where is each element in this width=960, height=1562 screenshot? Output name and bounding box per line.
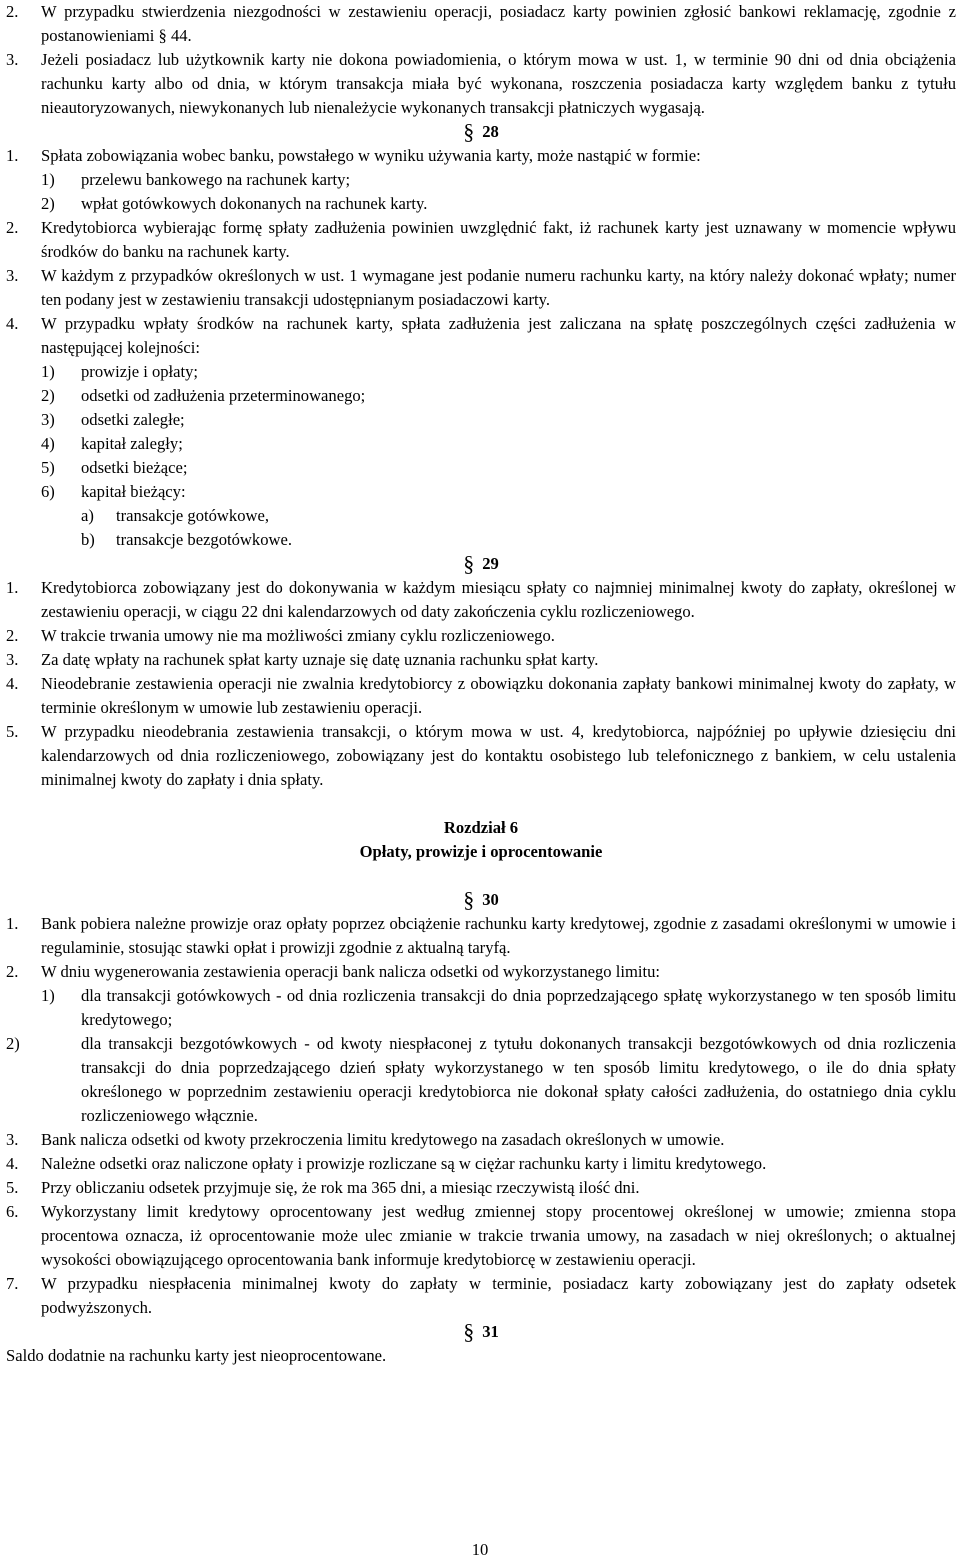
- item-text: Za datę wpłaty na rachunek spłat karty uznaje się datę uznania rachunku spłat karty.: [41, 650, 599, 669]
- item-number: 7.: [6, 1274, 19, 1293]
- paragraph-text: Saldo dodatnie na rachunku karty jest nieoprocentowane.: [6, 1346, 387, 1365]
- sub-item: [6, 384, 956, 408]
- list-item: [6, 1176, 956, 1200]
- sub-item-number: 2): [41, 386, 55, 405]
- item-text: W każdym z przypadków określonych w ust. 1 wymagane jest podanie numeru rachunku karty, na który należy dokonać wpłaty; numer ten podany jest w zestawieniu transakcji udostępnianym posiadaczowi karty.: [41, 266, 956, 309]
- list-item: [6, 672, 956, 720]
- item-text: Jeżeli posiadacz lub użytkownik karty nie dokona powiadomienia, o którym mowa w ust. 1, w terminie 90 dni od dnia obciążenia rachunku karty albo od dnia, w którym transakcja miała być wykonana, roszczenia posiadacza karty względem banku z tytułu nieautoryzowanych, niewykonanych lub nienależycie wykonanych transakcji płatniczych wygasają.: [41, 50, 956, 117]
- item-number: 3.: [6, 266, 19, 285]
- list-item: [6, 576, 956, 624]
- sub-item-text: odsetki od zadłużenia przeterminowanego;: [81, 386, 366, 405]
- item-text: Bank nalicza odsetki od kwoty przekroczenia limitu kredytowego na zasadach określonych w umowie.: [41, 1130, 725, 1149]
- sub-sub-item: [6, 528, 956, 552]
- sub-item-number: 4): [41, 434, 55, 453]
- sub-item-text: kapitał zaległy;: [81, 434, 183, 453]
- sub-item-text: przelewu bankowego na rachunek karty;: [81, 170, 351, 189]
- item-text: Nieodebranie zestawienia operacji nie zwalnia kredytobiorcy z obowiązku dokonania zapłaty bankowi minimalnej kwoty do zapłaty, w terminie określonym w umowie lub zestawieniu operacji.: [41, 674, 956, 717]
- sub-item-number: 5): [41, 458, 55, 477]
- section-number: 28: [482, 122, 499, 141]
- list-item: [6, 264, 956, 312]
- section-heading-29: [6, 552, 956, 576]
- item-text: W dniu wygenerowania zestawienia operacji bank nalicza odsetki od wykorzystanego limitu:: [41, 962, 660, 981]
- sub-item: [6, 408, 956, 432]
- item-text: Spłata zobowiązania wobec banku, powstałego w wyniku używania karty, może nastąpić w formie:: [41, 146, 701, 165]
- chapter-subtitle: Opłaty, prowizje i oprocentowanie: [359, 842, 603, 861]
- sub-item-text: dla transakcji gotówkowych - od dnia rozliczenia transakcji do dnia poprzedzającego spłatę wykorzystanego w ten sposób limitu kredytowego;: [81, 986, 956, 1029]
- section-sign: §: [463, 1319, 475, 1344]
- page-number: 10: [471, 1540, 489, 1559]
- item-number: 3.: [6, 1130, 19, 1149]
- sub-item-text: kapitał bieżący:: [81, 482, 186, 501]
- sub-sub-item-text: transakcje bezgotówkowe.: [116, 530, 293, 549]
- sub-item: [6, 1032, 956, 1128]
- section-sign: §: [463, 551, 475, 576]
- item-number: 1.: [6, 146, 19, 165]
- list-item: [6, 144, 956, 168]
- item-text: Kredytobiorca wybierając formę spłaty zadłużenia powinien uwzględnić fakt, iż rachunek karty jest uznawany w momencie wpływu środków do banku na rachunek karty.: [41, 218, 956, 261]
- item-number: 4.: [6, 674, 19, 693]
- item-text: Przy obliczaniu odsetek przyjmuje się, że rok ma 365 dni, a miesiąc rzeczywistą ilość dni.: [41, 1178, 640, 1197]
- sub-item-number: 1): [41, 170, 55, 189]
- item-number: 5.: [6, 1178, 19, 1197]
- item-number: 1.: [6, 914, 19, 933]
- list-item: [6, 312, 956, 360]
- sub-item-number: 2): [41, 194, 55, 213]
- sub-item-number: 6): [41, 482, 55, 501]
- section-number: 30: [482, 890, 499, 909]
- section-sign: §: [463, 887, 475, 912]
- item-text: W trakcie trwania umowy nie ma możliwości zmiany cyklu rozliczeniowego.: [41, 626, 555, 645]
- list-item: [6, 624, 956, 648]
- sub-item-text: prowizje i opłaty;: [81, 362, 199, 381]
- list-item: [6, 912, 956, 960]
- sub-item-text: odsetki zaległe;: [81, 410, 185, 429]
- sub-sub-item-letter: a): [81, 506, 94, 525]
- sub-item: [6, 192, 956, 216]
- section-heading-28: [6, 120, 956, 144]
- list-item: [6, 1200, 956, 1272]
- item-text: Bank pobiera należne prowizje oraz opłaty poprzez obciążenie rachunku karty kredytowej, zgodnie z zasadami określonymi w umowie i regulaminie, stosując stawki opłat i prowizji zgodnie z aktualną taryfą.: [41, 914, 956, 957]
- list-item: [6, 720, 956, 792]
- sub-sub-item-text: transakcje gotówkowe,: [116, 506, 269, 525]
- item-number: 2.: [6, 218, 19, 237]
- sub-item-number: 2): [6, 1034, 20, 1053]
- item-number: 1.: [6, 578, 19, 597]
- list-item: [6, 1272, 956, 1320]
- sub-item: [6, 168, 956, 192]
- section-sign: §: [463, 119, 475, 144]
- list-item: [6, 216, 956, 264]
- sub-item-number: 1): [41, 986, 55, 1005]
- item-text: Wykorzystany limit kredytowy oprocentowany jest według zmiennej stopy procentowej określonej w umowie; zmienna stopa procentowa oznacza, iż oprocentowanie może ulec zmianie w trakcie trwania umowy, na zasadach w niej określonych; o aktualnej wysokości obowiązującego oprocentowania bank informuje kredytobiorcę w zestawieniu operacji.: [41, 1202, 956, 1269]
- sub-item: [6, 480, 956, 504]
- sub-item: [6, 360, 956, 384]
- list-item: [6, 1152, 956, 1176]
- item-text: W przypadku wpłaty środków na rachunek karty, spłata zadłużenia jest zaliczana na spłatę poszczególnych części zadłużenia w następującej kolejności:: [41, 314, 956, 357]
- list-item: [6, 1128, 956, 1152]
- list-item: [6, 648, 956, 672]
- sub-item-number: 3): [41, 410, 55, 429]
- sub-sub-item: [6, 504, 956, 528]
- item-number: 3.: [6, 650, 19, 669]
- sub-sub-item-letter: b): [81, 530, 95, 549]
- sub-item-text: wpłat gotówkowych dokonanych na rachunek karty.: [81, 194, 428, 213]
- section-number: 31: [482, 1322, 499, 1341]
- list-item: [6, 0, 956, 48]
- sub-item: [6, 984, 956, 1032]
- list-item: [6, 48, 956, 120]
- item-number: 4.: [6, 1154, 19, 1173]
- sub-item: [6, 456, 956, 480]
- item-number: 4.: [6, 314, 19, 333]
- item-text: W przypadku stwierdzenia niezgodności w zestawieniu operacji, posiadacz karty powinien zgłosić bankowi reklamację, zgodnie z postanowieniami § 44.: [41, 2, 956, 45]
- item-text: W przypadku nieodebrania zestawienia transakcji, o którym mowa w ust. 4, kredytobiorca, najpóźniej po upływie dziesięciu dni kalendarzowych od dnia rozliczeniowego, zobowiązany jest do kontaktu osobistego lub telefonicznego z bankiem, w celu ustalenia minimalnej kwoty do zapłaty i dnia spłaty.: [41, 722, 956, 789]
- item-text: Należne odsetki oraz naliczone opłaty i prowizje rozliczane są w ciężar rachunku karty i limitu kredytowego.: [41, 1154, 767, 1173]
- document-page: [6, 0, 956, 1368]
- item-text: Kredytobiorca zobowiązany jest do dokonywania w każdym miesiącu spłaty co najmniej minimalnej kwoty do zapłaty, określonej w zestawieniu operacji, w ciągu 22 dni kalendarzowych od daty zakończenia cyklu rozliczeniowego.: [41, 578, 956, 621]
- item-number: 6.: [6, 1202, 19, 1221]
- item-number: 3.: [6, 50, 19, 69]
- sub-item-text: odsetki bieżące;: [81, 458, 188, 477]
- item-number: 5.: [6, 722, 19, 741]
- item-number: 2.: [6, 2, 19, 21]
- sub-item: [6, 432, 956, 456]
- item-text: W przypadku niespłacenia minimalnej kwoty do zapłaty w terminie, posiadacz karty zobowiązany jest do zapłaty odsetek podwyższonych.: [41, 1274, 956, 1317]
- item-number: 2.: [6, 962, 19, 981]
- item-number: 2.: [6, 626, 19, 645]
- section-heading-31: [6, 1320, 956, 1344]
- section-heading-30: [6, 888, 956, 912]
- chapter-title: Rozdział 6: [443, 818, 519, 837]
- section-number: 29: [482, 554, 499, 573]
- list-item: [6, 960, 956, 984]
- sub-item-number: 1): [41, 362, 55, 381]
- sub-item-text: dla transakcji bezgotówkowych - od kwoty niespłaconej z tytułu dokonanych transakcji bezgotówkowych od dnia rozliczenia transakcji do dnia poprzedzającego dzień spłaty wykorzystanego w ten sposób limitu kredytowego, o ile do dnia spłaty określonego w poprzednim zestawieniu operacji kredytobiorca nie dokonał spłaty całości zadłużenia, do ostatniego dnia cyklu rozliczeniowego włącznie.: [81, 1034, 956, 1125]
